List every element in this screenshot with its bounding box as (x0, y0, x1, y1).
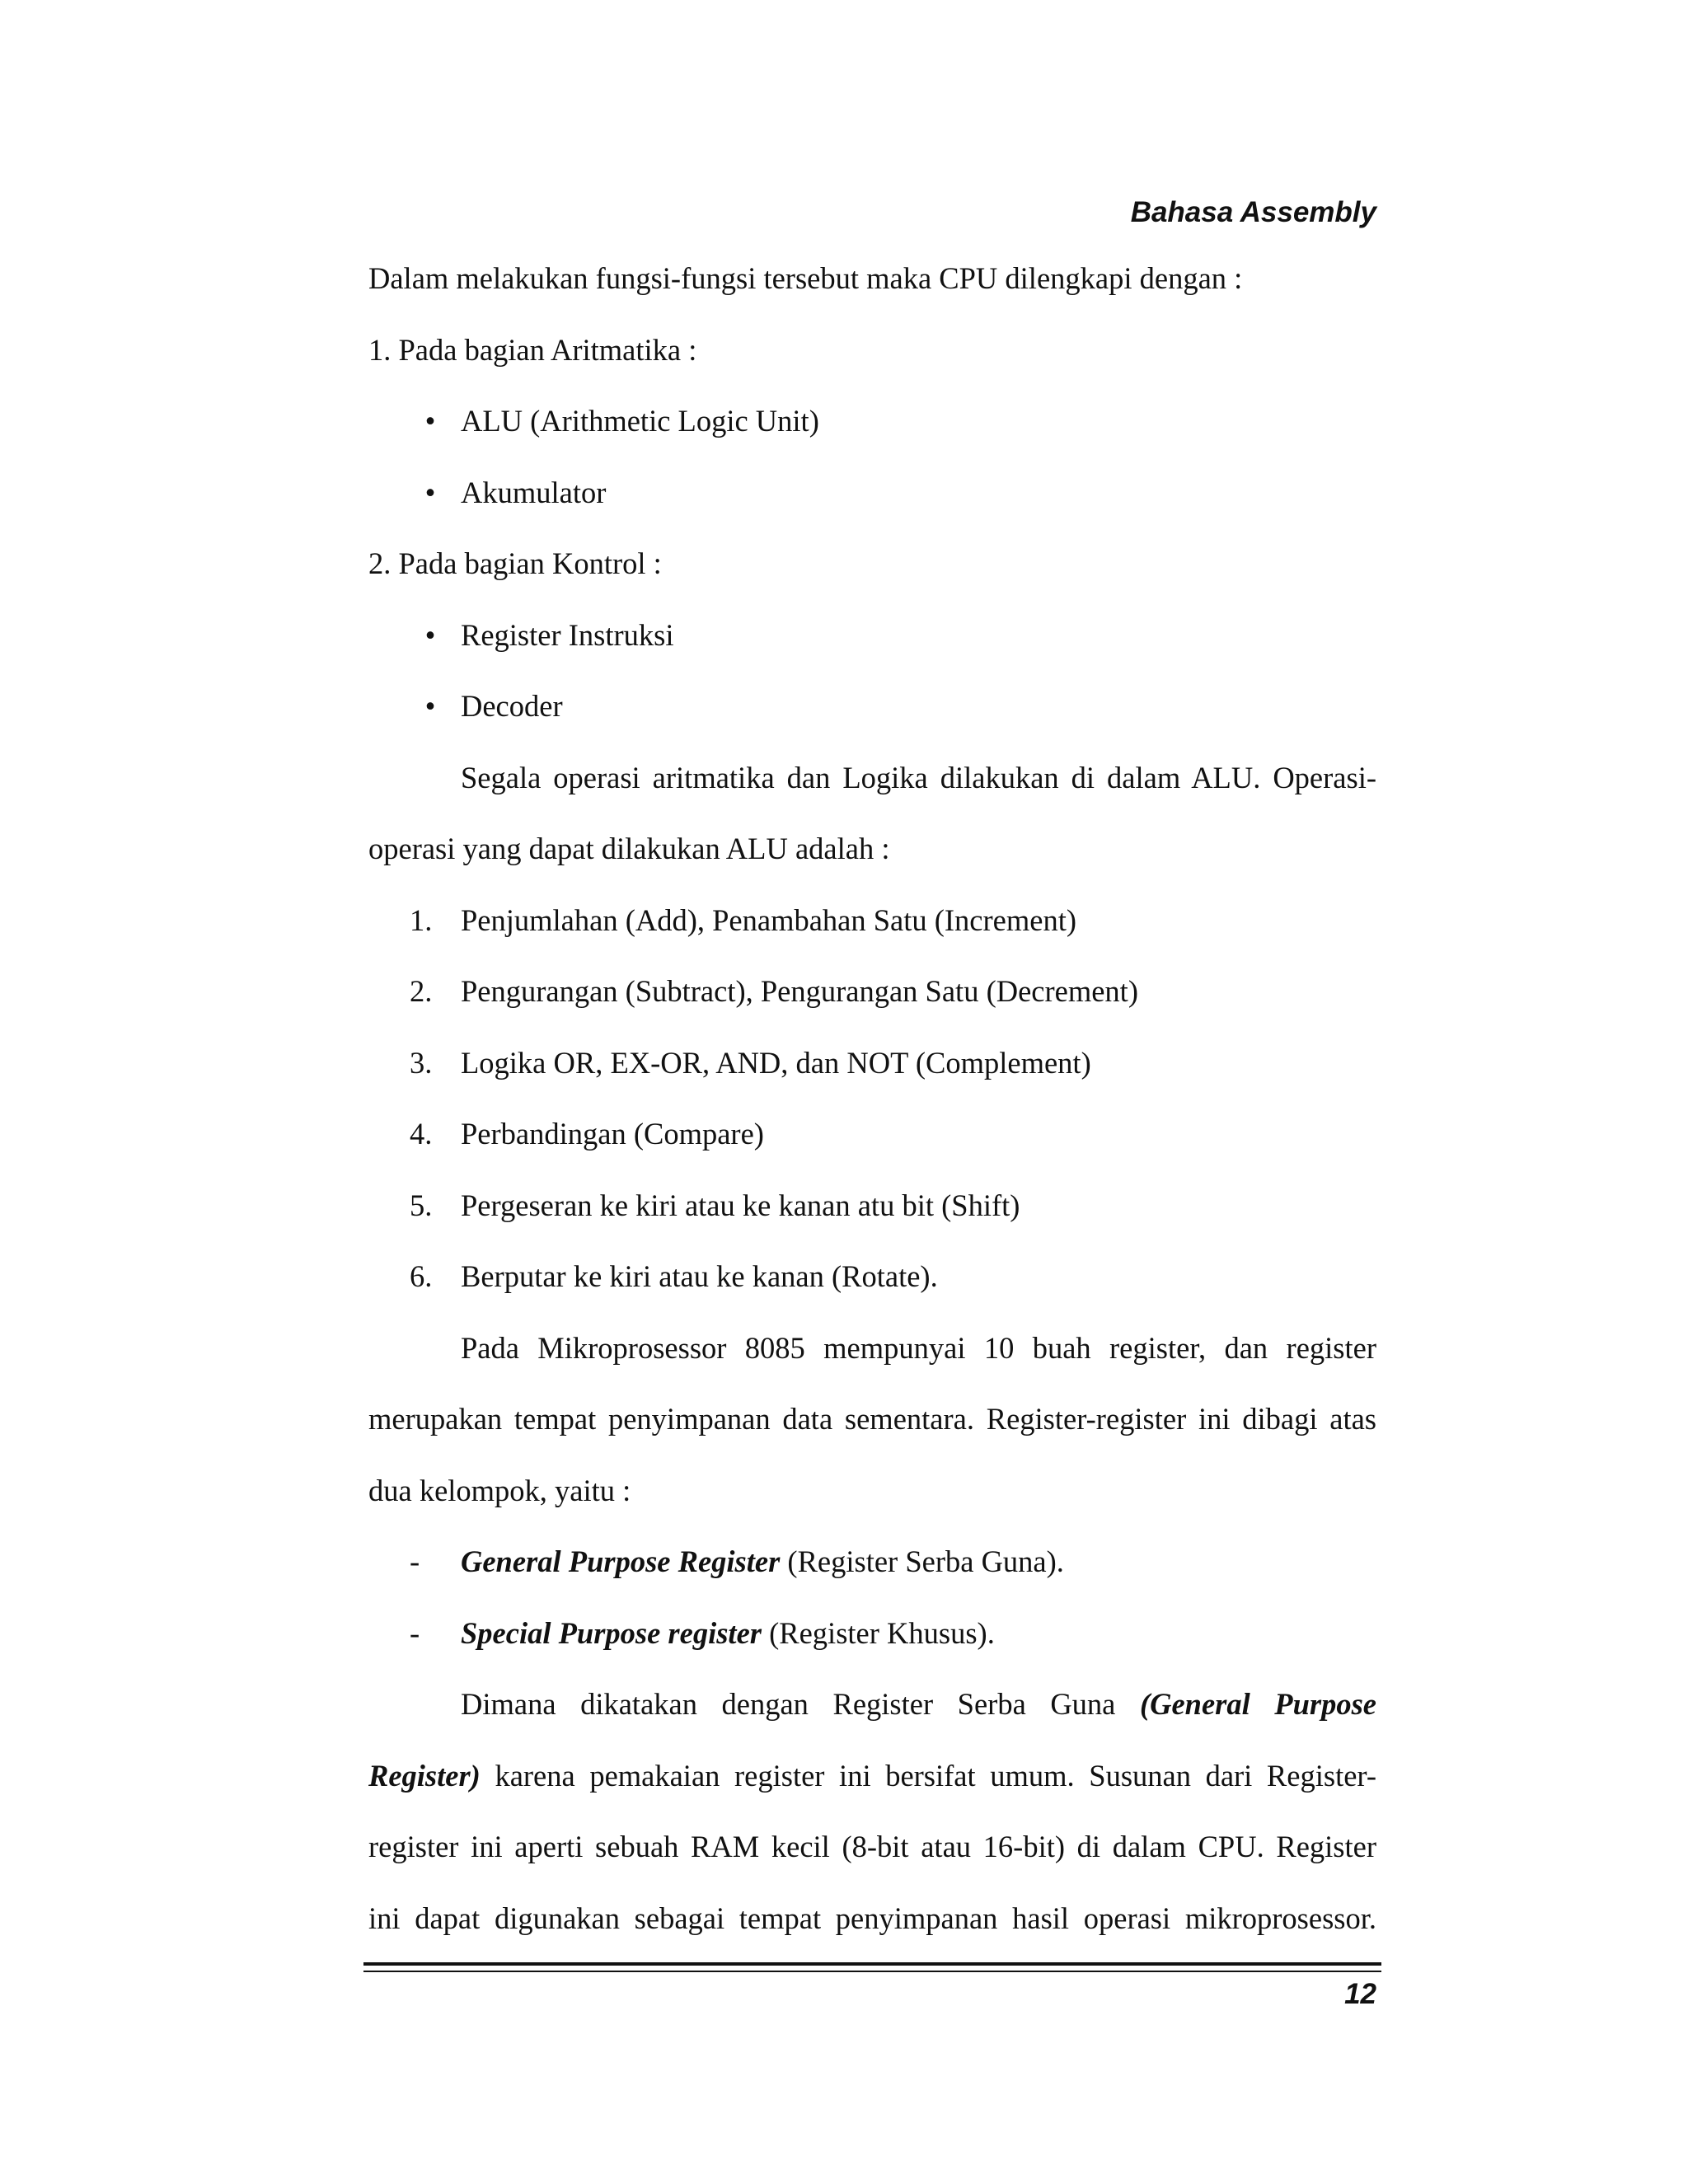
term-text: Register) (368, 1758, 481, 1793)
section-1-heading: 1. Pada bagian Aritmatika : (368, 332, 697, 367)
list-item-text: Perbandingan (Compare) (461, 1117, 764, 1151)
paragraph-line: Segala operasi aritmatika dan Logika dilakukan di dalam ALU. Operasi- (461, 760, 1376, 794)
list-item-text: Berputar ke kiri atau ke kanan (Rotate). (461, 1259, 938, 1293)
item-number: 6. (410, 1259, 433, 1293)
numbered-item (368, 1170, 1376, 1242)
list-item-text: ALU (Arithmetic Logic Unit) (461, 404, 819, 438)
bullet-icon: • (424, 617, 436, 652)
paragraph-line: register ini aperti sebuah RAM kecil (8-bit atau 16-bit) di dalam CPU. Register (368, 1830, 1376, 1863)
item-number: 5. (410, 1188, 433, 1222)
dash-marker: - (410, 1615, 420, 1650)
list-item (368, 457, 1376, 529)
bullet-icon: • (424, 475, 436, 509)
bullet-icon: • (424, 689, 436, 723)
paragraph-line: Pada Mikroprosessor 8085 mempunyai 10 buah register, dan register (461, 1330, 1376, 1365)
list-item (368, 1526, 1376, 1598)
item-number: 1. (410, 902, 433, 937)
paragraph-text: Dimana dikatakan dengan Register Serba Guna (461, 1687, 1140, 1721)
paragraph-text: karena pemakaian register ini bersifat umum. Susunan dari Register- (480, 1758, 1376, 1793)
term-text: (General Purpose (1139, 1687, 1377, 1721)
list-item-text: Register Instruksi (461, 617, 674, 652)
page-body (368, 243, 1376, 1954)
footer-rule (363, 1962, 1381, 1966)
running-header: Bahasa Assembly (1130, 196, 1376, 228)
numbered-item (368, 1099, 1376, 1170)
paragraph-line: merupakan tempat penyimpanan data sementara. Register-register ini dibagi atas (368, 1402, 1376, 1436)
paragraph-line (368, 1669, 1376, 1741)
numbered-item (368, 1028, 1376, 1099)
page-number: 12 (1344, 1978, 1376, 2010)
numbered-item (368, 885, 1376, 957)
numbered-item (368, 956, 1376, 1028)
section-2-heading: 2. Pada bagian Kontrol : (368, 546, 662, 580)
list-item-text: Akumulator (461, 475, 607, 509)
list-item-text: Pergeseran ke kiri atau ke kanan atu bit (Shift) (461, 1188, 1020, 1222)
list-item (368, 1598, 1376, 1670)
footer-rule-thin (363, 1971, 1381, 1972)
list-item (368, 600, 1376, 672)
term-text: Special Purpose register (461, 1615, 762, 1650)
dash-marker: - (410, 1544, 420, 1578)
intro-line: Dalam melakukan fungsi-fungsi tersebut maka CPU dilengkapi dengan : (368, 261, 1243, 295)
list-item-text: Pengurangan (Subtract), Pengurangan Satu (Decrement) (461, 974, 1138, 1008)
paragraph-line: dua kelompok, yaitu : (368, 1473, 631, 1507)
term-description: (Register Serba Guna). (780, 1544, 1064, 1578)
term-description: (Register Khusus). (761, 1615, 995, 1650)
item-number: 3. (410, 1045, 433, 1080)
list-item (368, 386, 1376, 457)
list-item-text: Penjumlahan (Add), Penambahan Satu (Increment) (461, 902, 1077, 937)
list-item-text: Decoder (461, 689, 563, 723)
item-number: 2. (410, 974, 433, 1008)
paragraph-line: operasi yang dapat dilakukan ALU adalah : (368, 832, 890, 865)
paragraph-line (368, 1741, 1376, 1812)
item-number: 4. (410, 1117, 433, 1151)
paragraph-line: ini dapat digunakan sebagai tempat penyimpanan hasil operasi mikroprosessor. (368, 1900, 1376, 1935)
bullet-icon: • (424, 404, 436, 438)
list-item (368, 671, 1376, 743)
term-text: General Purpose Register (461, 1544, 781, 1578)
numbered-item (368, 1241, 1376, 1313)
list-item-text: Logika OR, EX-OR, AND, dan NOT (Complement) (461, 1045, 1091, 1080)
